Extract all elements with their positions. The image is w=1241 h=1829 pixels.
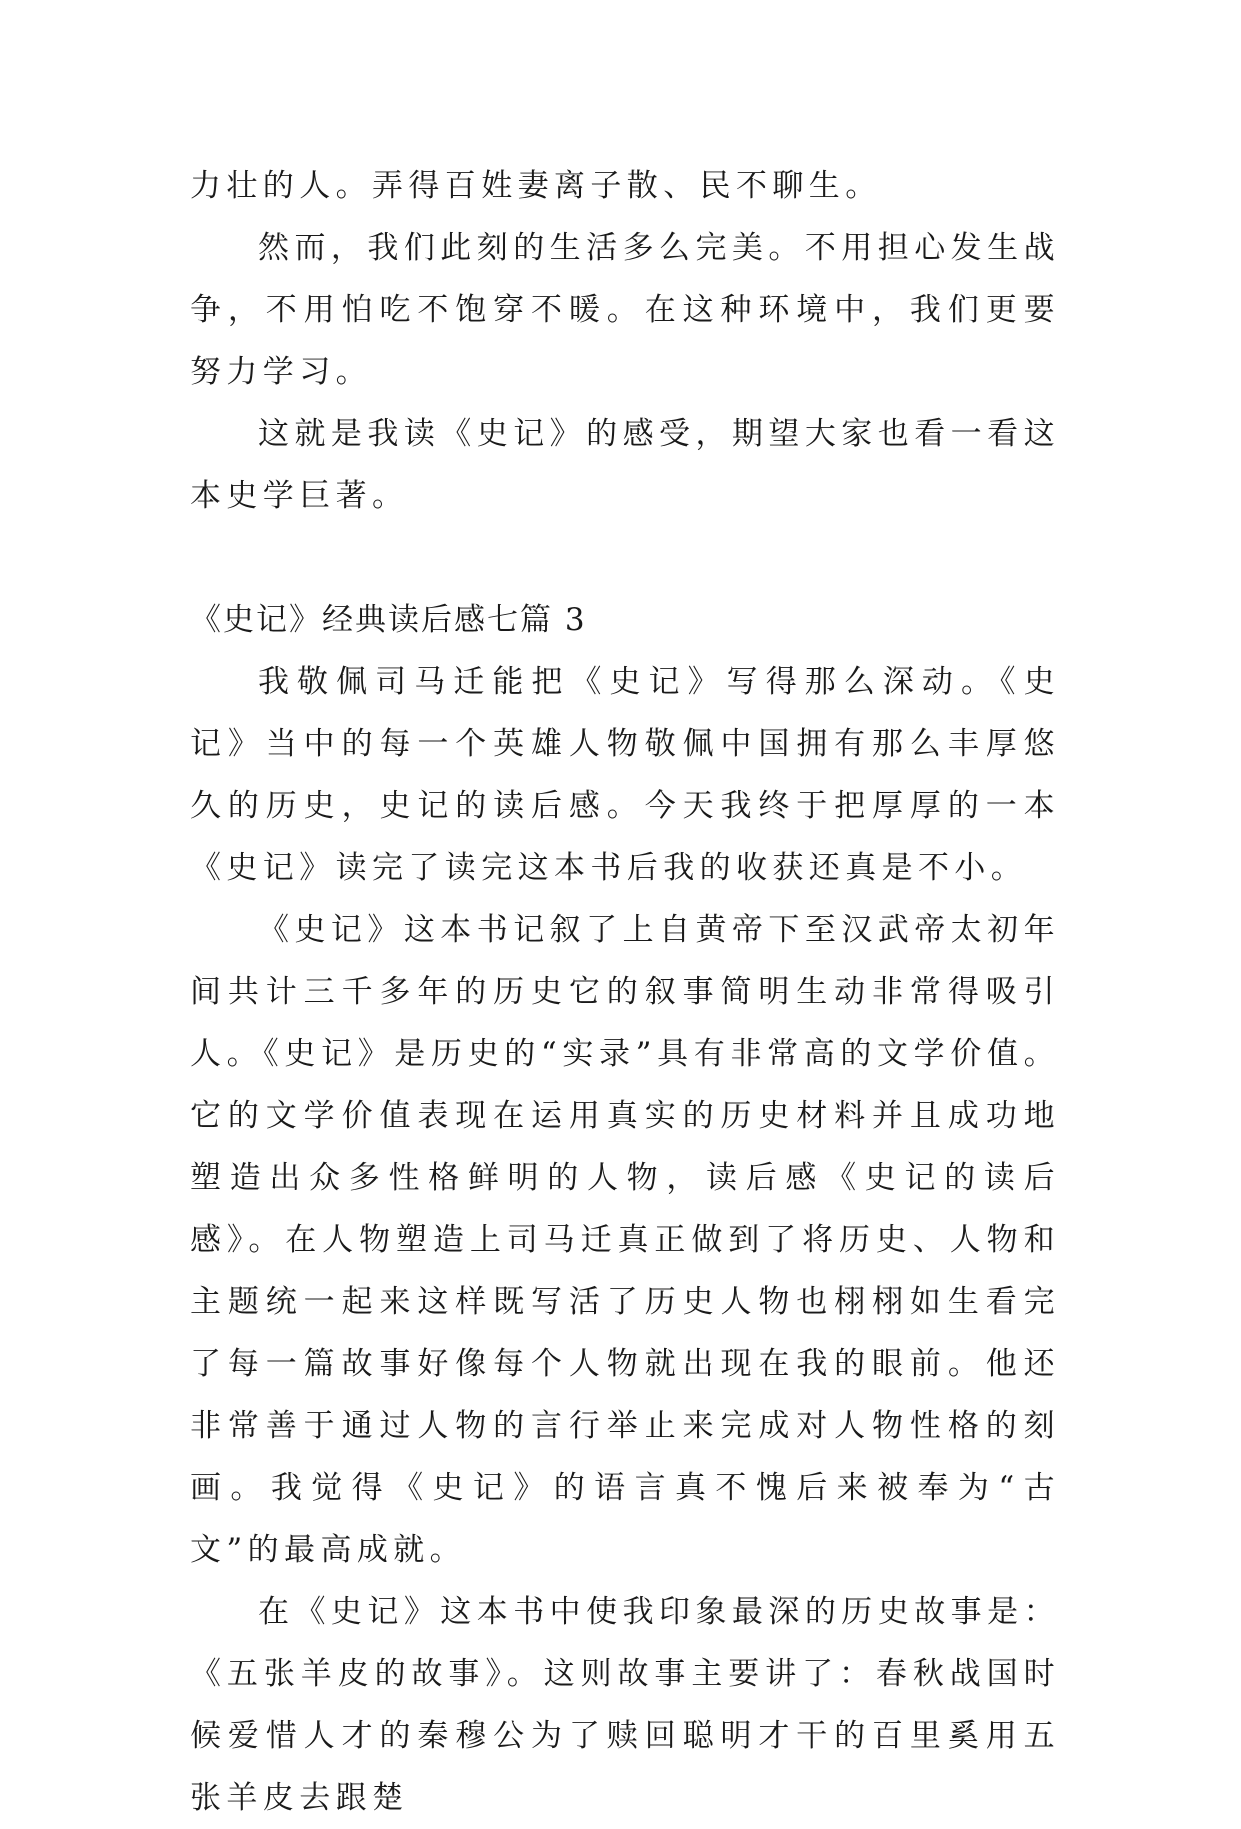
paragraph-6: 在《史记》这本书中使我印象最深的历史故事是：《五张羊皮的故事》。这则故事主要讲了：春秋战国时候爱惜人才的秦穆公为了赎回聪明才干的百里奚用五张羊皮去跟楚 — [190, 1594, 1060, 1816]
paragraph-1: 力壮的人。弄得百姓妻离子散、民不聊生。 — [190, 168, 882, 204]
paragraph-5: 《史记》这本书记叙了上自黄帝下至汉武帝太初年间共计三千多年的历史它的叙事简明生动非常得吸引人。《史记》是历史的“实录”具有非常高的文学价值。它的文学价值表现在运用真实的历史材料并且成功地塑造出众多性格鲜明的人物，读后感《史记的读后感》。在人物塑造上司马迁真正做到了将历史、人物和主题统一起来这样既写活了历史人物也栩栩如生看完了每一篇故事好像每个人物就出现在我的眼前。他还非常善于通过人物的言行举止来完成对人物性格的刻画。我觉得《史记》的语言真不愧后来被奉为“古文”的最高成就。 — [190, 912, 1060, 1568]
section-heading: 《史记》经典读后感七篇 3 — [190, 602, 587, 638]
document-body — [190, 155, 1060, 1829]
paragraph-3: 这就是我读《史记》的感受，期望大家也看一看这本史学巨著。 — [190, 416, 1060, 514]
paragraph-2: 然而，我们此刻的生活多么完美。不用担心发生战争，不用怕吃不饱穿不暖。在这种环境中，我们更要努力学习。 — [190, 230, 1060, 390]
paragraph-4: 我敬佩司马迁能把《史记》写得那么深动。《史记》当中的每一个英雄人物敬佩中国拥有那么丰厚悠久的历史，史记的读后感。今天我终于把厚厚的一本《史记》读完了读完这本书后我的收获还真是不小。 — [190, 664, 1060, 886]
